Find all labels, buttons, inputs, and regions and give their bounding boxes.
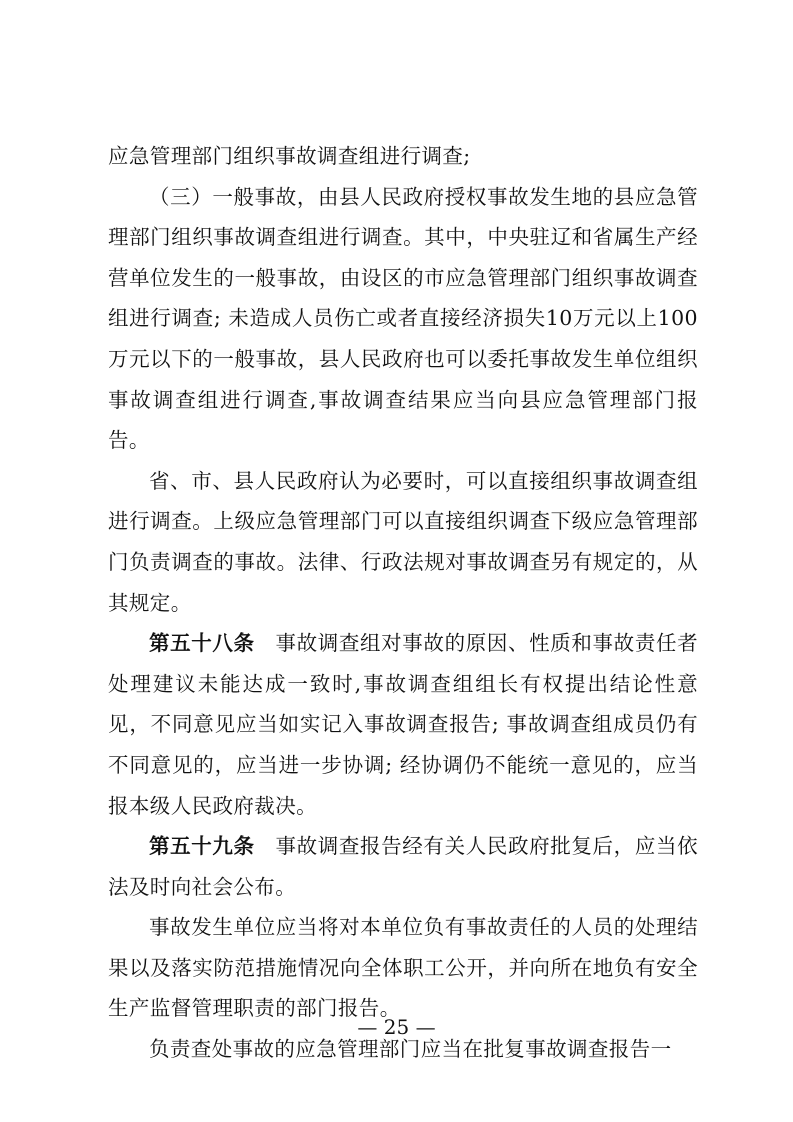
paragraph-6-text: 事故发生单位应当将对本单位负有事故责任的人员的处理结果以及落实防范措施情况向全体职工公开，并向所在地负有安全生产监督管理职责的部门报告。 [108, 915, 698, 1021]
paragraph-2-text: （三）一般事故，由县人民政府授权事故发生地的县应急管理部门组织事故调查组进行调查。其中，中央驻辽和省属生产经营单位发生的一般事故，由设区的市应急管理部门组织事故调查组进行调查; 未造成人员伤亡或者直接经济损失10万元以上100万元以下的一般事故，县人民政府也可以委托事故发生单位组织事故调查组进行调查,事故调查结果应当向县应急管理部门报告。 [108, 184, 698, 453]
paragraph-3-text: 省、市、县人民政府认为必要时，可以直接组织事故调查组进行调查。上级应急管理部门可以直接组织调查下级应急管理部门负责调查的事故。法律、行政法规对事故调查另有规定的，从其规定。 [108, 468, 698, 615]
article-59-text: 事故调查报告经有关人民政府批复后，应当依法及时向社会公布。 [108, 834, 699, 899]
article-58-heading: 第五十八条 [149, 631, 255, 656]
paragraph-2 [108, 177, 698, 461]
article-59 [108, 826, 698, 907]
document-body [108, 136, 698, 1070]
article-59-heading: 第五十九条 [149, 834, 255, 859]
paragraph-6 [108, 907, 698, 1029]
paragraph-1-text: 应急管理部门组织事故调查组进行调查; [108, 144, 471, 168]
paragraph-1 [108, 136, 698, 177]
page-number: — 25 — [357, 1015, 436, 1039]
article-58-text: 事故调查组对事故的原因、性质和事故责任者处理建议未能达成一致时,事故调查组组长有权提出结论性意见，不同意见应当如实记入事故调查报告; 事故调查组成员仍有不同意见的，应当进一步协调; 经协调仍不能统一意见的，应当报本级人民政府裁决。 [108, 631, 699, 818]
article-58 [108, 623, 698, 826]
paragraph-7-text: 负责查处事故的应急管理部门应当在批复事故调查报告一 [149, 1037, 672, 1062]
paragraph-3 [108, 461, 698, 623]
